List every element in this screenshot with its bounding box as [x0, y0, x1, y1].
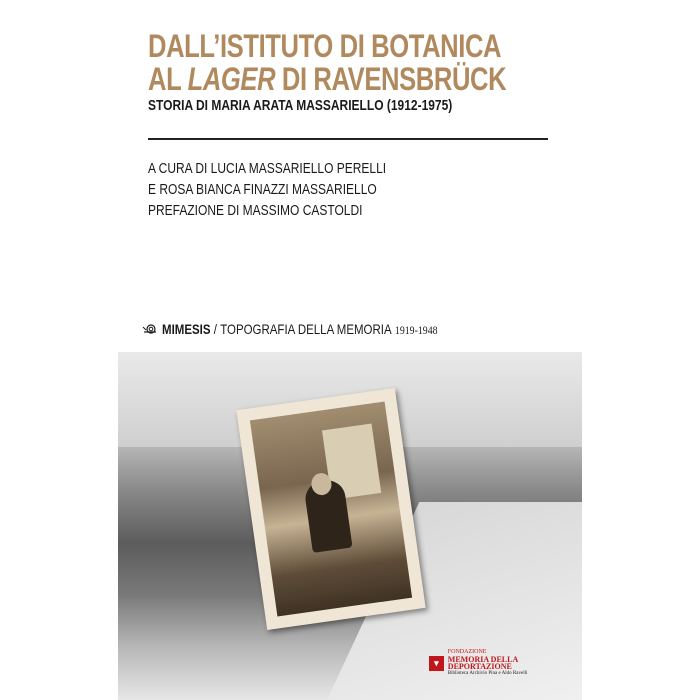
title-line-1: DALL’ISTITUTO DI BOTANICA — [148, 28, 502, 64]
divider-rule — [148, 138, 548, 140]
collection-name: TOPOGRAFIA DELLA MEMORIA — [220, 320, 392, 337]
title-line-2-prefix: AL — [148, 61, 188, 97]
book-subtitle: STORIA DI MARIA ARATA MASSARIELLO (1912-1975) — [148, 97, 453, 114]
portrait-snapshot — [236, 388, 425, 630]
book-cover — [118, 0, 582, 700]
foundation-line-3: Biblioteca Archivio Pina e Aldo Ravelli — [447, 671, 528, 676]
snail-icon — [142, 323, 158, 335]
portrait-image — [250, 401, 412, 616]
credits-block — [148, 158, 386, 221]
series-line — [142, 320, 498, 338]
series-separator: / — [213, 320, 217, 337]
foundation-logo — [429, 649, 582, 677]
credit-editor-2: E ROSA BIANCA FINAZZI MASSARIELLO — [148, 181, 377, 198]
foundation-line-2: MEMORIA DELLA DEPORTAZIONE — [447, 655, 518, 671]
collection-years: 1919-1948 — [394, 322, 438, 337]
credit-preface: PREFAZIONE DI MASSIMO CASTOLDI — [148, 202, 363, 219]
foundation-mark-icon: ▾ — [429, 656, 444, 671]
book-title — [148, 30, 506, 96]
title-line-2-suffix: DI RAVENSBRÜCK — [275, 61, 507, 97]
title-line-2 — [148, 63, 506, 96]
title-lager-word: LAGER — [187, 61, 276, 97]
publisher-name: MIMESIS — [162, 320, 211, 337]
foundation-text — [448, 649, 582, 677]
credit-editor-1: A CURA DI LUCIA MASSARIELLO PERELLI — [148, 160, 387, 177]
foundation-line-1: FONDAZIONE — [447, 649, 487, 655]
